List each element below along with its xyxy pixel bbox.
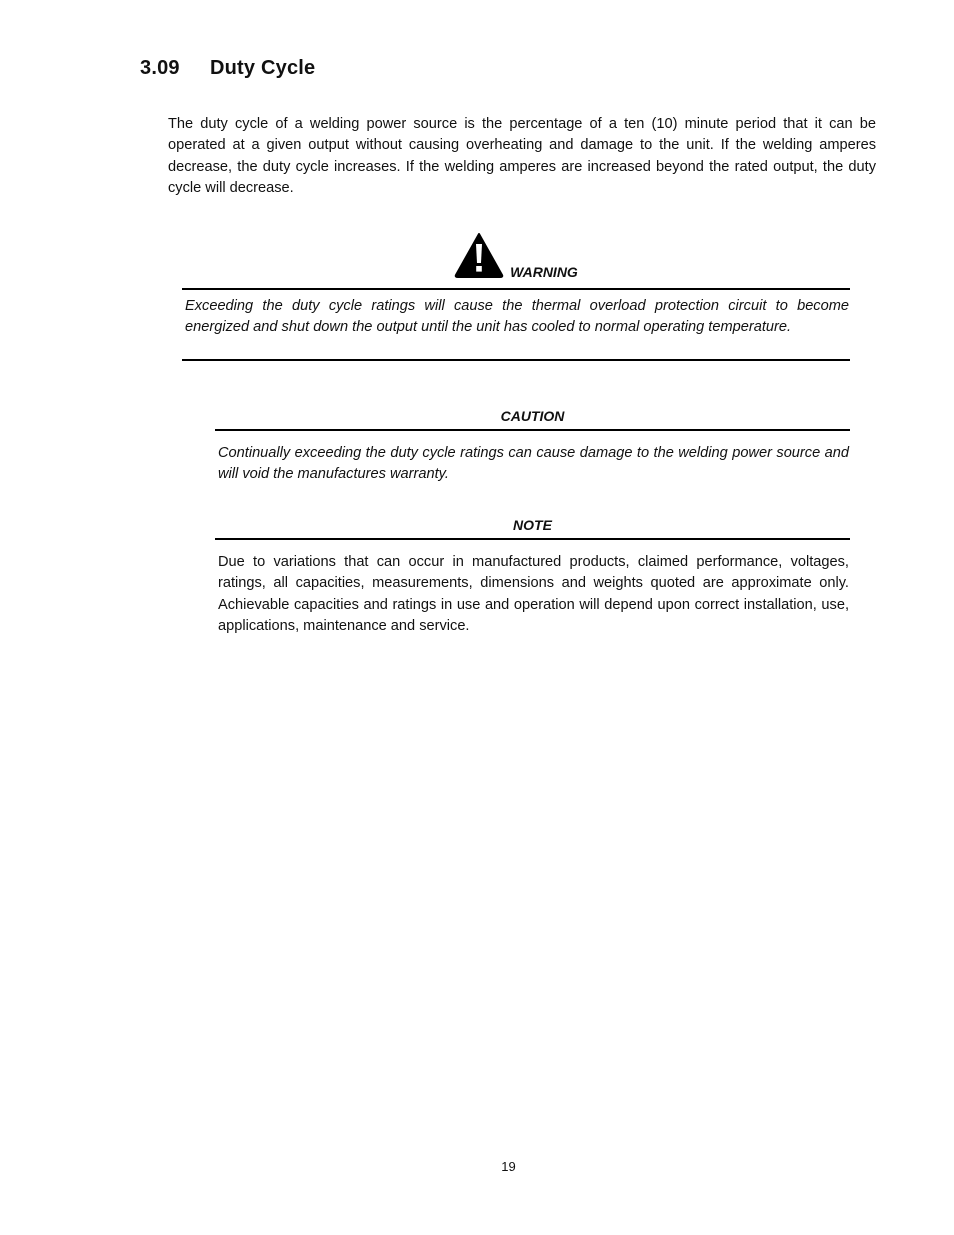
caution-title: CAUTION (500, 408, 565, 424)
section-title: Duty Cycle (210, 57, 316, 79)
note-text: Due to variations that can occur in manufactured products, claimed performance, voltages, ratings, all capacities, measurements, dimensions and weights quoted are approximate only. Achievable capacities and ratings in use and operation will depend upon correct installation, use, applications, maintenance and service. (218, 554, 849, 635)
warning-header (182, 232, 850, 283)
note-rule (215, 538, 850, 540)
caution-text: Continually exceeding the duty cycle ratings can cause damage to the welding power source and will void the manufactures warranty. (218, 445, 849, 483)
warning-bottom-rule (182, 359, 850, 361)
caution-rule (215, 429, 850, 431)
warning-top-rule (182, 288, 850, 290)
section-number: 3.09 (140, 57, 180, 79)
section-heading (140, 57, 315, 80)
warning-title: WARNING (510, 264, 578, 280)
warning-text: Exceeding the duty cycle ratings will cause the thermal overload protection circuit to become energized and shut down the output until the unit has cooled to normal operating temperature. (185, 298, 849, 336)
warning-triangle-icon (454, 232, 504, 278)
intro-paragraph: The duty cycle of a welding power source is the percentage of a ten (10) minute period that it can be operated at a given output without causing overheating and damage to the unit. If the welding amperes decrease, the duty cycle increases. If the welding amperes are increased beyond the rated output, the duty cycle will decrease. (168, 116, 876, 197)
page-number: 19 (501, 1159, 516, 1174)
note-title: NOTE (513, 517, 552, 533)
